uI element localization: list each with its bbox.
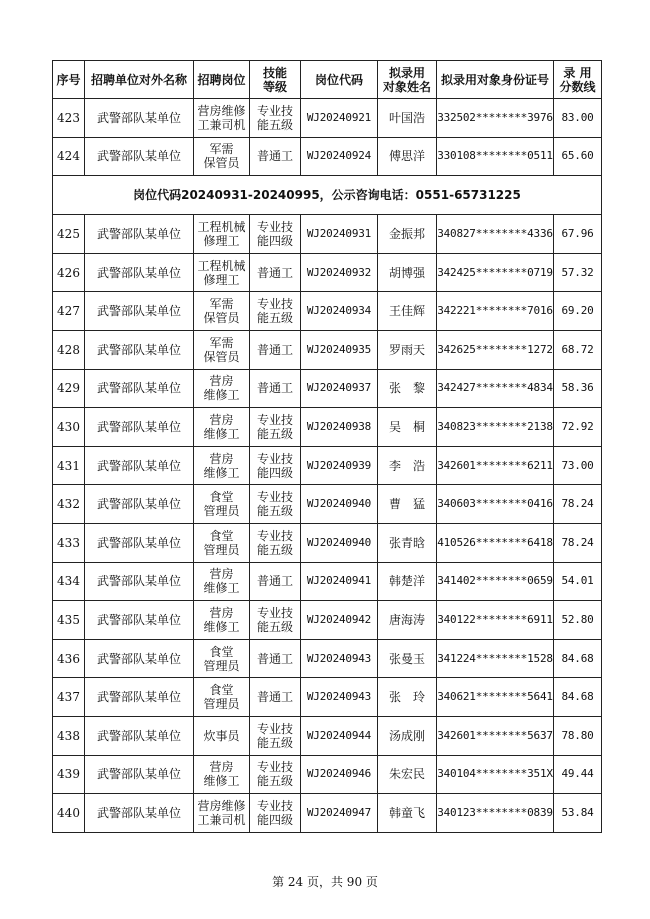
cell-code: WJ20240935 — [301, 330, 378, 369]
cell-code: WJ20240937 — [301, 369, 378, 408]
cell-code: WJ20240934 — [301, 292, 378, 331]
header-id: 拟录用对象身份证号 — [437, 61, 554, 99]
cell-name: 罗雨天 — [378, 330, 437, 369]
cell-level: 专业技 能五级 — [250, 99, 301, 138]
cell-id: 340827********4336 — [437, 215, 554, 254]
cell-unit: 武警部队某单位 — [85, 678, 194, 717]
cell-seq: 427 — [53, 292, 85, 331]
cell-name: 韩楚洋 — [378, 562, 437, 601]
cell-score: 84.68 — [554, 639, 602, 678]
cell-id: 330108********0511 — [437, 137, 554, 176]
cell-unit: 武警部队某单位 — [85, 755, 194, 794]
cell-id: 342425********0719 — [437, 253, 554, 292]
cell-code: WJ20240941 — [301, 562, 378, 601]
cell-id: 340621********5641 — [437, 678, 554, 717]
table-row — [53, 292, 602, 331]
cell-unit: 武警部队某单位 — [85, 215, 194, 254]
cell-code: WJ20240943 — [301, 639, 378, 678]
cell-post: 食堂 管理员 — [194, 678, 250, 717]
cell-level: 专业技 能四级 — [250, 446, 301, 485]
cell-level: 专业技 能五级 — [250, 485, 301, 524]
cell-unit: 武警部队某单位 — [85, 292, 194, 331]
cell-unit: 武警部队某单位 — [85, 794, 194, 833]
table-row — [53, 485, 602, 524]
cell-post: 食堂 管理员 — [194, 523, 250, 562]
cell-unit: 武警部队某单位 — [85, 137, 194, 176]
cell-level: 专业技 能五级 — [250, 716, 301, 755]
header-score: 录 用 分数线 — [554, 61, 602, 99]
table-body-main — [53, 215, 602, 833]
cell-unit: 武警部队某单位 — [85, 253, 194, 292]
cell-score: 69.20 — [554, 292, 602, 331]
table-row — [53, 369, 602, 408]
cell-id: 340122********6911 — [437, 601, 554, 640]
notice-row — [53, 176, 602, 215]
cell-level: 专业技 能四级 — [250, 794, 301, 833]
table-row — [53, 99, 602, 138]
cell-name: 曹 猛 — [378, 485, 437, 524]
header-post: 招聘岗位 — [194, 61, 250, 99]
cell-code: WJ20240942 — [301, 601, 378, 640]
table-row — [53, 639, 602, 678]
cell-unit: 武警部队某单位 — [85, 716, 194, 755]
cell-level: 普通工 — [250, 137, 301, 176]
cell-seq: 440 — [53, 794, 85, 833]
cell-id: 342601********6211 — [437, 446, 554, 485]
cell-seq: 433 — [53, 523, 85, 562]
cell-level: 普通工 — [250, 253, 301, 292]
cell-post: 营房 维修工 — [194, 408, 250, 447]
cell-level: 普通工 — [250, 369, 301, 408]
cell-level: 专业技 能四级 — [250, 215, 301, 254]
cell-post: 工程机械 修理工 — [194, 215, 250, 254]
cell-code: WJ20240921 — [301, 99, 378, 138]
cell-name: 张曼玉 — [378, 639, 437, 678]
cell-seq: 430 — [53, 408, 85, 447]
table-row — [53, 523, 602, 562]
cell-seq: 423 — [53, 99, 85, 138]
cell-unit: 武警部队某单位 — [85, 408, 194, 447]
cell-score: 58.36 — [554, 369, 602, 408]
cell-post: 军需 保管员 — [194, 292, 250, 331]
table-row — [53, 562, 602, 601]
table-row — [53, 330, 602, 369]
cell-id: 342221********7016 — [437, 292, 554, 331]
cell-unit: 武警部队某单位 — [85, 446, 194, 485]
table-row — [53, 601, 602, 640]
table-row — [53, 678, 602, 717]
cell-score: 78.24 — [554, 485, 602, 524]
cell-seq: 424 — [53, 137, 85, 176]
cell-id: 332502********3976 — [437, 99, 554, 138]
notice-section — [53, 176, 602, 215]
cell-seq: 425 — [53, 215, 85, 254]
cell-level: 专业技 能五级 — [250, 601, 301, 640]
cell-unit: 武警部队某单位 — [85, 601, 194, 640]
cell-level: 专业技 能五级 — [250, 523, 301, 562]
cell-post: 营房 维修工 — [194, 369, 250, 408]
cell-code: WJ20240932 — [301, 253, 378, 292]
cell-post: 营房维修 工兼司机 — [194, 99, 250, 138]
table-row — [53, 446, 602, 485]
cell-score: 72.92 — [554, 408, 602, 447]
cell-id: 341224********1528 — [437, 639, 554, 678]
cell-code: WJ20240944 — [301, 716, 378, 755]
cell-seq: 435 — [53, 601, 85, 640]
cell-code: WJ20240924 — [301, 137, 378, 176]
cell-name: 朱宏民 — [378, 755, 437, 794]
cell-post: 营房 维修工 — [194, 446, 250, 485]
page-footer: 第 24 页，共 90 页 — [272, 875, 378, 889]
table-row — [53, 408, 602, 447]
cell-unit: 武警部队某单位 — [85, 369, 194, 408]
cell-score: 78.80 — [554, 716, 602, 755]
table-row — [53, 137, 602, 176]
cell-seq: 437 — [53, 678, 85, 717]
table-header-row — [53, 61, 602, 99]
cell-seq: 428 — [53, 330, 85, 369]
cell-code: WJ20240940 — [301, 523, 378, 562]
cell-post: 炊事员 — [194, 716, 250, 755]
cell-unit: 武警部队某单位 — [85, 639, 194, 678]
cell-level: 普通工 — [250, 639, 301, 678]
cell-id: 342625********1272 — [437, 330, 554, 369]
cell-id: 342427********4834 — [437, 369, 554, 408]
cell-seq: 432 — [53, 485, 85, 524]
notice-text: 岗位代码20240931-20240995，公示咨询电话：0551-65731225 — [53, 176, 602, 215]
cell-score: 65.60 — [554, 137, 602, 176]
cell-code: WJ20240943 — [301, 678, 378, 717]
cell-code: WJ20240931 — [301, 215, 378, 254]
cell-post: 营房维修 工兼司机 — [194, 794, 250, 833]
cell-unit: 武警部队某单位 — [85, 562, 194, 601]
cell-id: 340104********351X — [437, 755, 554, 794]
cell-id: 340123********0839 — [437, 794, 554, 833]
table-row — [53, 755, 602, 794]
cell-post: 军需 保管员 — [194, 330, 250, 369]
cell-seq: 438 — [53, 716, 85, 755]
cell-score: 83.00 — [554, 99, 602, 138]
cell-id: 340603********0416 — [437, 485, 554, 524]
cell-seq: 429 — [53, 369, 85, 408]
cell-score: 84.68 — [554, 678, 602, 717]
cell-id: 340823********2138 — [437, 408, 554, 447]
recruitment-table — [52, 60, 602, 833]
cell-score: 53.84 — [554, 794, 602, 833]
cell-post: 工程机械 修理工 — [194, 253, 250, 292]
cell-name: 张 玲 — [378, 678, 437, 717]
cell-name: 胡博强 — [378, 253, 437, 292]
table-body-top — [53, 99, 602, 176]
cell-seq: 426 — [53, 253, 85, 292]
table-row — [53, 794, 602, 833]
cell-post: 营房 维修工 — [194, 601, 250, 640]
cell-name: 汤成刚 — [378, 716, 437, 755]
cell-score: 52.80 — [554, 601, 602, 640]
cell-id: 341402********0659 — [437, 562, 554, 601]
header-level: 技能 等级 — [250, 61, 301, 99]
cell-level: 普通工 — [250, 678, 301, 717]
header-name: 拟录用 对象姓名 — [378, 61, 437, 99]
cell-post: 食堂 管理员 — [194, 485, 250, 524]
cell-seq: 431 — [53, 446, 85, 485]
cell-name: 张 黎 — [378, 369, 437, 408]
header-code: 岗位代码 — [301, 61, 378, 99]
cell-code: WJ20240946 — [301, 755, 378, 794]
cell-level: 普通工 — [250, 562, 301, 601]
cell-level: 专业技 能五级 — [250, 755, 301, 794]
cell-name: 傅思洋 — [378, 137, 437, 176]
cell-name: 吴 桐 — [378, 408, 437, 447]
cell-level: 专业技 能五级 — [250, 408, 301, 447]
cell-score: 57.32 — [554, 253, 602, 292]
cell-post: 食堂 管理员 — [194, 639, 250, 678]
cell-level: 专业技 能五级 — [250, 292, 301, 331]
cell-name: 王佳辉 — [378, 292, 437, 331]
cell-seq: 439 — [53, 755, 85, 794]
cell-seq: 436 — [53, 639, 85, 678]
cell-score: 68.72 — [554, 330, 602, 369]
cell-unit: 武警部队某单位 — [85, 99, 194, 138]
cell-code: WJ20240939 — [301, 446, 378, 485]
cell-id: 342601********5637 — [437, 716, 554, 755]
cell-name: 韩童飞 — [378, 794, 437, 833]
cell-name: 唐海涛 — [378, 601, 437, 640]
table-row — [53, 716, 602, 755]
cell-score: 78.24 — [554, 523, 602, 562]
cell-score: 54.01 — [554, 562, 602, 601]
cell-code: WJ20240938 — [301, 408, 378, 447]
table-row — [53, 253, 602, 292]
cell-post: 营房 维修工 — [194, 562, 250, 601]
document-page — [52, 60, 601, 833]
cell-code: WJ20240947 — [301, 794, 378, 833]
cell-level: 普通工 — [250, 330, 301, 369]
cell-id: 410526********6418 — [437, 523, 554, 562]
cell-post: 营房 维修工 — [194, 755, 250, 794]
cell-score: 67.96 — [554, 215, 602, 254]
cell-score: 73.00 — [554, 446, 602, 485]
header-unit: 招聘单位对外名称 — [85, 61, 194, 99]
cell-score: 49.44 — [554, 755, 602, 794]
cell-post: 军需 保管员 — [194, 137, 250, 176]
cell-unit: 武警部队某单位 — [85, 523, 194, 562]
cell-seq: 434 — [53, 562, 85, 601]
cell-unit: 武警部队某单位 — [85, 485, 194, 524]
cell-name: 张青晗 — [378, 523, 437, 562]
table-row — [53, 215, 602, 254]
cell-unit: 武警部队某单位 — [85, 330, 194, 369]
cell-name: 金振邦 — [378, 215, 437, 254]
cell-name: 叶国浩 — [378, 99, 437, 138]
cell-code: WJ20240940 — [301, 485, 378, 524]
cell-name: 李 浩 — [378, 446, 437, 485]
header-seq: 序号 — [53, 61, 85, 99]
